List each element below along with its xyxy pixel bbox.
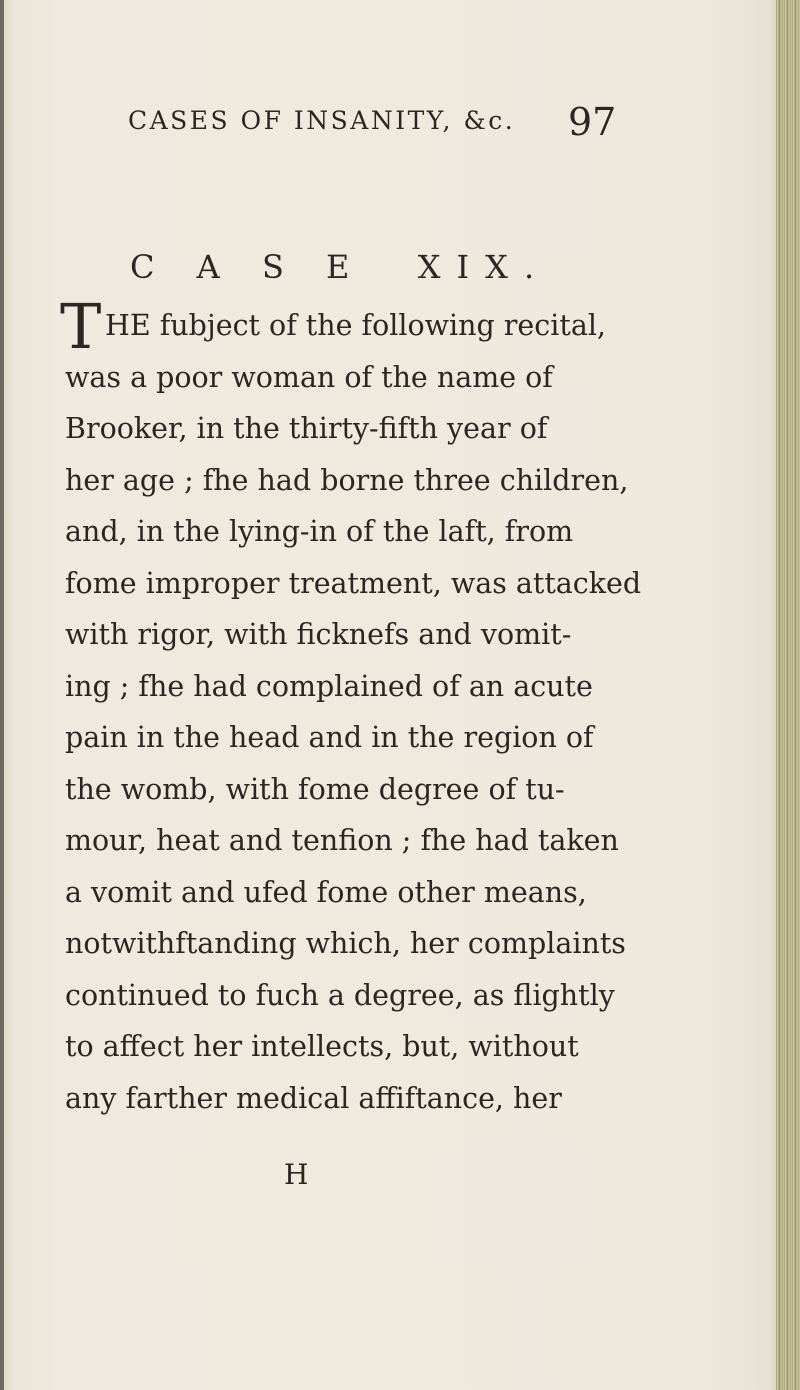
page-header	[128, 100, 728, 150]
text-line: notwithftanding which, her complaints	[65, 927, 626, 960]
text-line: the womb, with fome degree of tu-	[65, 772, 565, 806]
running-head: CASES OF INSANITY, &c.	[128, 106, 516, 135]
text-line: to affect her intellects, but, without	[65, 1030, 579, 1063]
text-line: mour, heat and tenfion ; fhe had taken	[65, 824, 619, 857]
catchword: H	[284, 1158, 309, 1191]
text-line: Brooker, in the thirty-fifth year of	[65, 412, 548, 445]
text-line: her age ; fhe had borne three children,	[65, 463, 629, 497]
body-text	[60, 290, 642, 1124]
text-line: a vomit and ufed fome other means,	[65, 875, 587, 909]
text-line: and, in the lying-in of the laft, from	[65, 515, 574, 548]
text-line: fome improper treatment, was attacked	[65, 566, 642, 600]
page-number: 97	[568, 100, 617, 144]
book-spine-edge	[776, 0, 800, 1390]
drop-cap: T	[60, 290, 102, 363]
text-line: any farther medical affiftance, her	[65, 1081, 562, 1115]
text-line: continued to fuch a degree, as flightly	[65, 978, 615, 1012]
page-left-edge	[0, 0, 4, 1390]
text-line: was a poor woman of the name of	[65, 360, 553, 394]
text-line: HE fubject of the following recital,	[105, 309, 606, 342]
text-line: pain in the head and in the region of	[65, 721, 594, 754]
text-line: ing ; fhe had complained of an acute	[65, 669, 593, 703]
case-title: C A S E XIX.	[130, 248, 551, 286]
text-line: with rigor, with ficknefs and vomit-	[65, 618, 572, 651]
